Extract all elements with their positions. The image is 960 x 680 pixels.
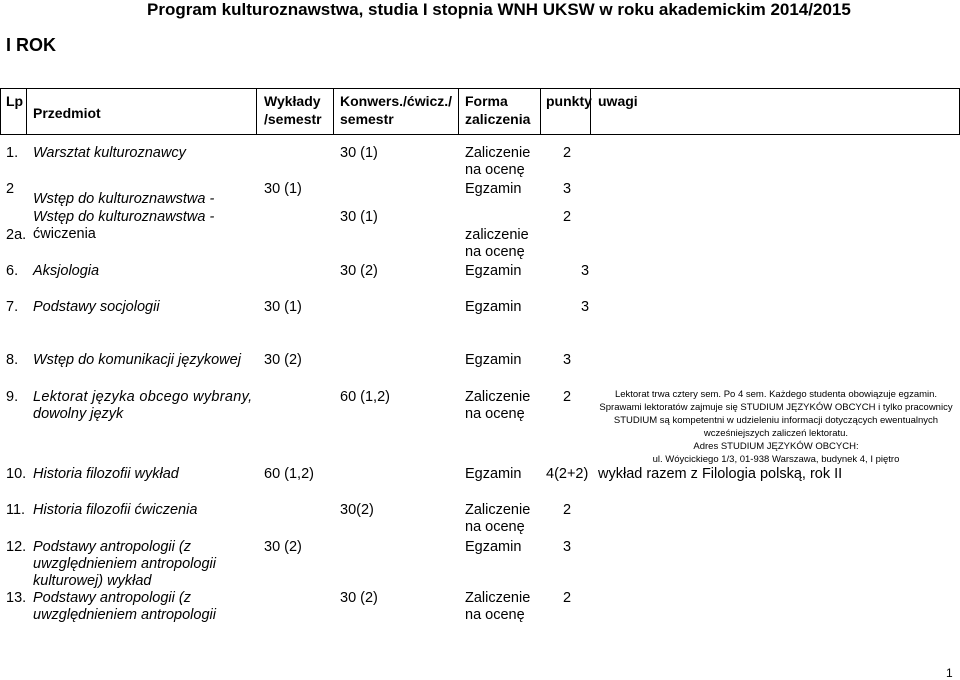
row-points: 3 (563, 539, 572, 555)
row-assessment: Egzamin (465, 352, 522, 368)
col-border (458, 88, 459, 135)
row-course-name: Wstęp do kulturoznawstwa - ćwiczenia (33, 209, 215, 242)
header-przedmiot: Przedmiot (33, 105, 101, 121)
document-title: Program kulturoznawstwa, studia I stopnia WNH UKSW w roku akademickim 2014/2015 (147, 0, 851, 19)
row-lp: 9. (6, 389, 19, 405)
year-heading: I ROK (6, 35, 57, 55)
row-points: 2 (563, 145, 572, 161)
row-assessment: Egzamin (465, 466, 522, 482)
row-hours: 30 (1) (340, 145, 378, 161)
row-points: 2 (563, 502, 572, 518)
row-lp: 13. (6, 590, 27, 606)
row-points: 3 (581, 299, 590, 315)
col-border (0, 88, 1, 135)
row-hours: 30 (1) (264, 181, 302, 197)
header-forma: Forma zaliczenia (465, 93, 531, 127)
row-points: 4(2+2) (546, 466, 589, 482)
row-course-name: Podstawy socjologii (33, 299, 160, 315)
col-border (540, 88, 541, 135)
row-assessment: Zaliczenie na ocenę (465, 389, 531, 422)
row-assessment: Egzamin (465, 263, 522, 279)
row-lp: 6. (6, 263, 19, 279)
row-points: 3 (563, 352, 572, 368)
row-assessment: Egzamin (465, 539, 522, 555)
row-points: 2 (563, 209, 572, 225)
row-lp: 7. (6, 299, 19, 315)
header-uwagi: uwagi (598, 93, 638, 109)
row-assessment: Egzamin (465, 181, 522, 197)
row-hours: 30 (2) (340, 263, 378, 279)
header-punkty: punkty (546, 93, 592, 109)
row-assessment: Egzamin (465, 299, 522, 315)
header-wyklady: Wykłady /semestr (264, 93, 322, 127)
row-hours: 30 (2) (264, 539, 302, 555)
header-bottom-border (0, 134, 960, 135)
row-lp: 8. (6, 352, 19, 368)
row-points: 3 (563, 181, 572, 197)
row-course-name: Warsztat kulturoznawcy (33, 145, 186, 161)
row-assessment: zaliczenie na ocenę (465, 227, 529, 260)
row-points: 3 (581, 263, 590, 279)
row-lp: 1. (6, 145, 19, 161)
row-course-name: Historia filozofii wykład (33, 466, 179, 482)
row-points: 2 (563, 590, 572, 606)
row-assessment: Zaliczenie na ocenę (465, 590, 531, 623)
row-hours: 30(2) (340, 502, 374, 518)
row-course-name: Historia filozofii ćwiczenia (33, 502, 198, 518)
row-points: 2 (563, 389, 572, 405)
row-assessment: Zaliczenie na ocenę (465, 145, 531, 178)
page-number: 1 (946, 666, 953, 680)
row-lp: 11. (6, 502, 26, 518)
row-course-name: Podstawy antropologii (z uwzględnieniem antropologii (33, 590, 216, 623)
row-course-name: Podstawy antropologii (z uwzględnieniem antropologii kulturowej) wykład (33, 539, 216, 589)
col-border (333, 88, 334, 135)
row-course-name: Lektorat języka obcego wybrany, dowolny język (33, 389, 253, 422)
col-border (256, 88, 257, 135)
row-hours: 30 (2) (340, 590, 378, 606)
row-hours: 30 (2) (264, 352, 302, 368)
header-konwersatoria: Konwers./ćwicz./ semestr (340, 93, 453, 127)
row-hours: 30 (1) (264, 299, 302, 315)
col-border (26, 88, 27, 135)
row-hours: 60 (1,2) (340, 389, 390, 405)
row-lp: 2a. (6, 227, 27, 243)
row-course-name: Wstęp do kulturoznawstwa - (33, 191, 215, 207)
row-hours: 60 (1,2) (264, 466, 314, 482)
row-assessment: Zaliczenie na ocenę (465, 502, 531, 535)
row-remarks: wykład razem z Filologia polską, rok II (598, 466, 843, 482)
header-lp: Lp (6, 93, 24, 109)
row-lp: 10. (6, 466, 27, 482)
lektorat-note: Lektorat trwa cztery sem. Po 4 sem. Każdego studenta obowiązuje egzamin. Sprawami lektoratów zajmuje się STUDIUM JĘZYKÓW OBCYCH i tylko pracownicy STUDIUM są kompetentni w udzieleniu informacji dotyczących ewentualnych wcześniejszych zaliczeń lektoratu. Adres STUDIUM JĘZYKÓW OBCYCH: ul. Wóycickiego 1/3, 01-938 Warszawa, budynek 4, I piętro (599, 389, 953, 465)
table-top-border (0, 88, 960, 89)
row-course-name: Wstęp do komunikacji językowej (33, 352, 241, 368)
row-lp: 2 (6, 181, 15, 197)
row-course-name: Aksjologia (33, 263, 100, 279)
row-hours: 30 (1) (340, 209, 378, 225)
row-lp: 12. (6, 539, 27, 555)
